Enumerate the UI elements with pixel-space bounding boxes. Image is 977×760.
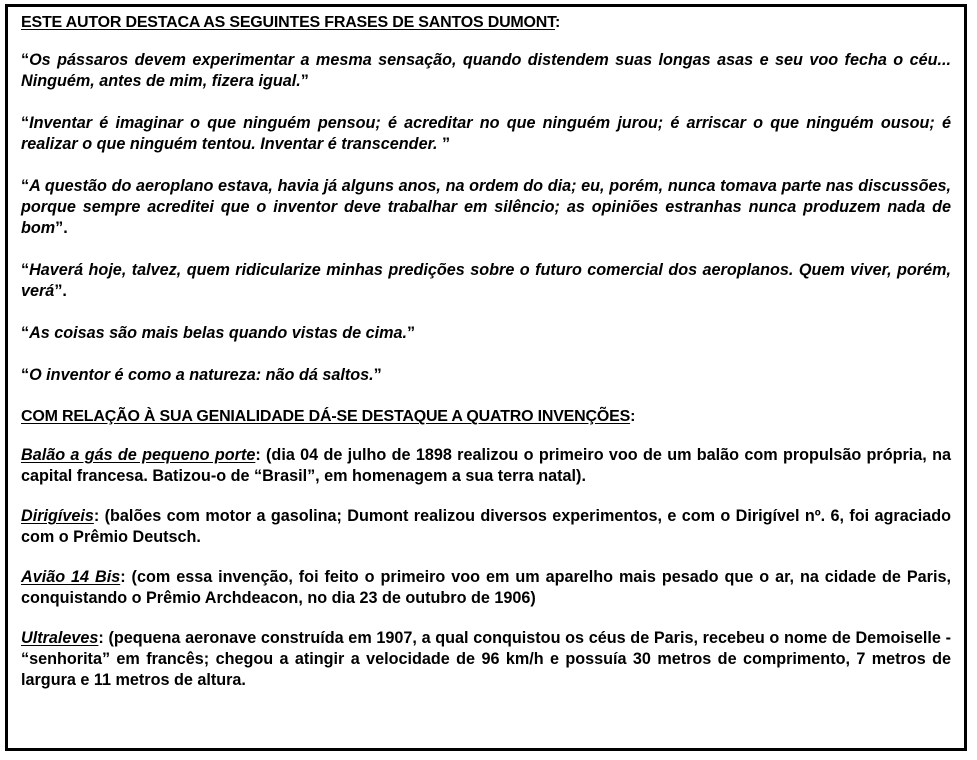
- quote-4: [21, 260, 951, 302]
- invention-1-text: : (dia 04 de julho de 1898 realizou o primeiro voo de um balão com propulsão própria, na capital francesa. Batizou-o de “Brasil”, em homenagem a sua terra natal).: [21, 446, 951, 485]
- invention-2-title: Dirigíveis: [21, 507, 94, 525]
- invention-3-text: : (com essa invenção, foi feito o primeiro voo em um aparelho mais pesado que o ar, na cidade de Paris, conquistando o Prêmio Archdeacon, no dia 23 de outubro de 1906): [21, 568, 951, 607]
- quote-1-open: “: [21, 51, 30, 69]
- quote-4-text: Haverá hoje, talvez, quem ridicularize minhas predições sobre o futuro comercial dos aeroplanos. Quem viver, porém, verá: [21, 261, 951, 300]
- quote-4-close: ”.: [54, 282, 67, 300]
- invention-4: [21, 628, 951, 691]
- invention-4-text: : (pequena aeronave construída em 1907, a qual conquistou os céus de Paris, recebeu o nome de Demoiselle - “senhorita” em francês; chegou a atingir a velocidade de 96 km/h e possuía 30 metros de comprimento, 7 metros de largura e 11 metros de altura.: [21, 629, 951, 689]
- quote-3-close: ”.: [55, 219, 68, 237]
- quote-6-open: “: [21, 366, 30, 384]
- heading-inventions: [21, 407, 951, 427]
- quote-5-open: “: [21, 324, 30, 342]
- quote-3-text: A questão do aeroplano estava, havia já alguns anos, na ordem do dia; eu, porém, nunca tomava parte nas discussões, porque sempre acreditei que o inventor deve trabalhar em silêncio; as opiniões estranhas nunca produzem nada de bom: [21, 177, 951, 237]
- invention-3-title: Avião 14 Bis: [21, 568, 121, 586]
- quote-2: [21, 113, 951, 155]
- document-frame: [5, 4, 967, 751]
- quote-1-close: ”: [300, 72, 309, 90]
- invention-1: [21, 445, 951, 487]
- heading-inventions-suffix: :: [630, 408, 636, 425]
- quote-6-close: ”: [373, 366, 382, 384]
- invention-2: [21, 506, 951, 548]
- heading-inventions-text: COM RELAÇÃO À SUA GENIALIDADE DÁ-SE DESTAQUE A QUATRO INVENÇÕES: [21, 408, 631, 425]
- quote-2-close: ”: [441, 135, 451, 153]
- quote-2-text: Inventar é imaginar o que ninguém pensou; é acreditar no que ninguém jurou; é arriscar o que ninguém ousou; é realizar o que ninguém tentou. Inventar é transcender.: [21, 114, 951, 153]
- invention-1-title: Balão a gás de pequeno porte: [21, 446, 256, 464]
- quote-6-text: O inventor é como a natureza: não dá saltos.: [29, 366, 374, 384]
- quote-2-open: “: [21, 114, 30, 132]
- quote-1-text: Os pássaros devem experimentar a mesma sensação, quando distendem suas longas asas e seu voo fecha o céu... Ninguém, antes de mim, fizera igual.: [21, 51, 951, 90]
- quote-1: [21, 50, 951, 92]
- quote-4-open: “: [21, 261, 30, 279]
- heading-quotes-suffix: :: [554, 14, 561, 31]
- heading-quotes: [21, 13, 951, 33]
- invention-3: [21, 567, 951, 609]
- invention-4-title: Ultraleves: [21, 629, 99, 647]
- quote-5-text: As coisas são mais belas quando vistas de cima.: [29, 324, 407, 342]
- quote-6: [21, 365, 951, 386]
- heading-quotes-text: ESTE AUTOR DESTACA AS SEGUINTES FRASES DE SANTOS DUMONT: [21, 14, 555, 31]
- quote-5-close: ”: [406, 324, 416, 342]
- quote-3: [21, 176, 951, 239]
- invention-2-text: : (balões com motor a gasolina; Dumont realizou diversos experimentos, e com o Dirigível nº. 6, foi agraciado com o Prêmio Deutsch.: [21, 507, 951, 546]
- quote-5: [21, 323, 951, 344]
- quote-3-open: “: [21, 177, 30, 195]
